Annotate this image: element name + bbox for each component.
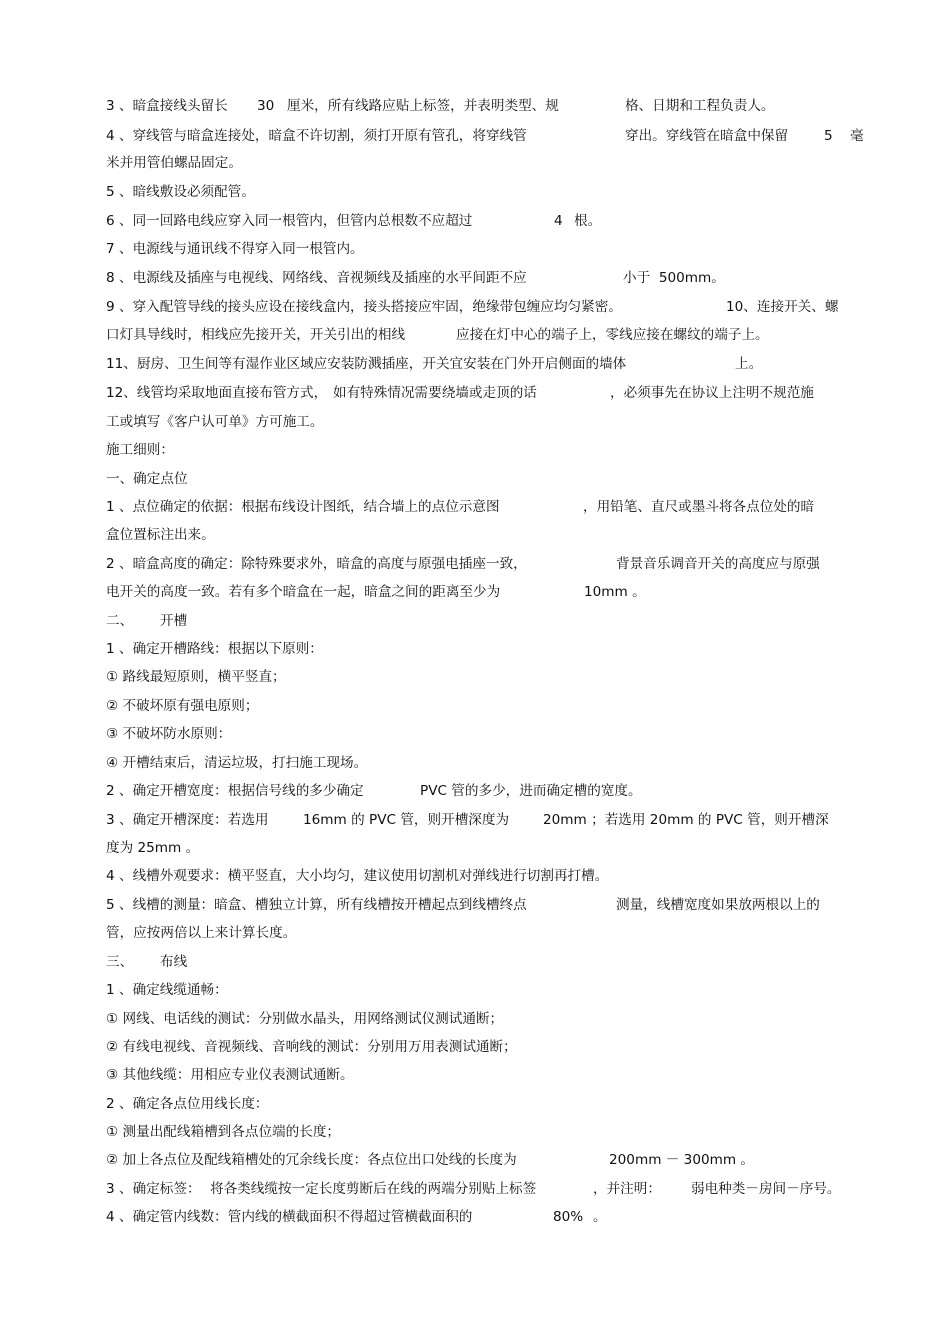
text-segment: 4 、穿线管与暗盒连接处，暗盒不许切割，须打开原有管孔，将穿线管	[106, 128, 527, 144]
text-segment: ，用铅笔、直尺或墨斗将各点位处的暗	[583, 499, 815, 515]
text-segment: 上。	[735, 356, 763, 372]
text-segment: ① 网线、电话线的测试：分别做水晶头，用网络测试仪测试通断；	[106, 1011, 504, 1027]
text-segment: 。	[593, 1209, 607, 1225]
text-segment: ② 不破坏原有强电原则；	[106, 698, 259, 714]
text-segment: 6 、同一回路电线应穿入同一根管内，但管内总根数不应超过	[106, 213, 473, 229]
text-segment: 5	[824, 128, 833, 144]
text-segment: 开槽	[160, 613, 188, 629]
text-segment: 5 、线槽的测量：暗盒、槽独立计算，所有线槽按开槽起点到线槽终点	[106, 897, 527, 913]
text-segment: 3 、确定标签：	[106, 1181, 201, 1197]
text-segment: ① 路线最短原则，横平竖直；	[106, 669, 286, 685]
text-segment: 12、线管均采取地面直接布管方式，	[106, 385, 328, 401]
text-segment: ② 有线电视线、音视频线、音响线的测试：分别用万用表测试通断；	[106, 1039, 517, 1055]
text-segment: 2 、暗盒高度的确定：除特殊要求外，暗盒的高度与原强电插座一致，	[106, 556, 527, 572]
text-segment: 一、确定点位	[106, 471, 188, 487]
text-segment: 1 、确定线缆通畅：	[106, 982, 228, 998]
text-segment: 10mm 。	[584, 584, 646, 600]
text-segment: 30	[257, 98, 275, 114]
text-segment: 根。	[574, 213, 602, 229]
text-segment: ② 加上各点位及配线箱槽处的冗余线长度：各点位出口处线的长度为	[106, 1152, 517, 1168]
text-segment: ③ 其他线缆：用相应专业仪表测试通断。	[106, 1067, 354, 1083]
text-segment: 布线	[160, 954, 188, 970]
text-segment: 格、日期和工程负责人。	[625, 98, 775, 114]
text-segment: 应接在灯中心的端子上，零线应接在螺纹的端子上。	[456, 327, 769, 343]
text-segment: 背景音乐调音开关的高度应与原强	[616, 556, 820, 572]
text-segment: 测量，线槽宽度如果放两根以上的	[616, 897, 820, 913]
text-segment: 5 、暗线敷设必须配管。	[106, 184, 255, 200]
text-segment: 10、连接开关、螺	[726, 299, 839, 315]
text-segment: 弱电种类－房间－序号。	[691, 1181, 841, 1197]
text-segment: 200mm － 300mm 。	[609, 1152, 755, 1168]
text-segment: PVC 管的多少，进而确定槽的宽度。	[420, 783, 642, 799]
text-segment: ① 测量出配线箱槽到各点位端的长度；	[106, 1124, 341, 1140]
text-segment: 电开关的高度一致。若有多个暗盒在一起，暗盒之间的距离至少为	[106, 584, 501, 600]
text-segment: 如有特殊情况需要绕墙或走顶的话	[333, 385, 537, 401]
text-segment: 小于 500mm。	[623, 270, 725, 286]
text-segment: ，必须事先在协议上注明不规范施	[610, 385, 814, 401]
text-segment: 3 、暗盒接线头留长	[106, 98, 228, 114]
text-segment: 米并用管伯螺品固定。	[106, 155, 242, 171]
text-segment: ④ 开槽结束后，清运垃圾，打扫施工现场。	[106, 755, 368, 771]
text-segment: 二、	[106, 613, 134, 629]
text-segment: 16mm 的 PVC 管，则开槽深度为	[303, 812, 510, 828]
text-segment: ，并注明：	[593, 1181, 661, 1197]
text-segment: 厘米，所有线路应贴上标签，并表明类型、规	[287, 98, 559, 114]
text-segment: 施工细则：	[106, 442, 174, 458]
text-segment: 4 、确定管内线数：管内线的横截面积不得超过管横截面积的	[106, 1209, 473, 1225]
text-segment: 穿出。穿线管在暗盒中保留	[625, 128, 789, 144]
text-segment: 三、	[106, 954, 134, 970]
text-segment: 20mm ；若选用 20mm 的 PVC 管，则开槽深	[543, 812, 829, 828]
text-segment: 4 、线槽外观要求：横平竖直，大小均匀，建议使用切割机对弹线进行切割再打槽。	[106, 868, 609, 884]
text-segment: 口灯具导线时，相线应先接开关，开关引出的相线	[106, 327, 406, 343]
text-segment: 度为 25mm 。	[106, 840, 200, 856]
text-segment: 将各类线缆按一定长度剪断后在线的两端分别贴上标签	[210, 1181, 537, 1197]
text-segment: 管，应按两倍以上来计算长度。	[106, 925, 297, 941]
text-segment: 8 、电源线及插座与电视线、网络线、音视频线及插座的水平间距不应	[106, 270, 527, 286]
text-segment: 11、厨房、卫生间等有湿作业区域应安装防溅插座，开关宜安装在门外开启侧面的墙体	[106, 356, 627, 372]
text-segment: 7 、电源线与通讯线不得穿入同一根管内。	[106, 241, 364, 257]
text-segment: 1 、点位确定的依据：根据布线设计图纸，结合墙上的点位示意图	[106, 499, 500, 515]
text-segment: 2 、确定各点位用线长度：	[106, 1096, 269, 1112]
text-segment: ③ 不破坏防水原则：	[106, 726, 232, 742]
text-segment: 4	[554, 213, 563, 229]
text-segment: 盒位置标注出来。	[106, 527, 215, 543]
text-segment: 1 、确定开槽路线：根据以下原则：	[106, 641, 323, 657]
text-segment: 毫	[850, 128, 864, 144]
text-segment: 9 、穿入配管导线的接头应设在接线盒内，接头搭接应牢固，绝缘带包缠应均匀紧密。	[106, 299, 622, 315]
text-segment: 80%	[553, 1209, 584, 1225]
text-segment: 2 、确定开槽宽度：根据信号线的多少确定	[106, 783, 364, 799]
text-segment: 工或填写《客户认可单》方可施工。	[106, 414, 324, 430]
text-segment: 3 、确定开槽深度：若选用	[106, 812, 269, 828]
